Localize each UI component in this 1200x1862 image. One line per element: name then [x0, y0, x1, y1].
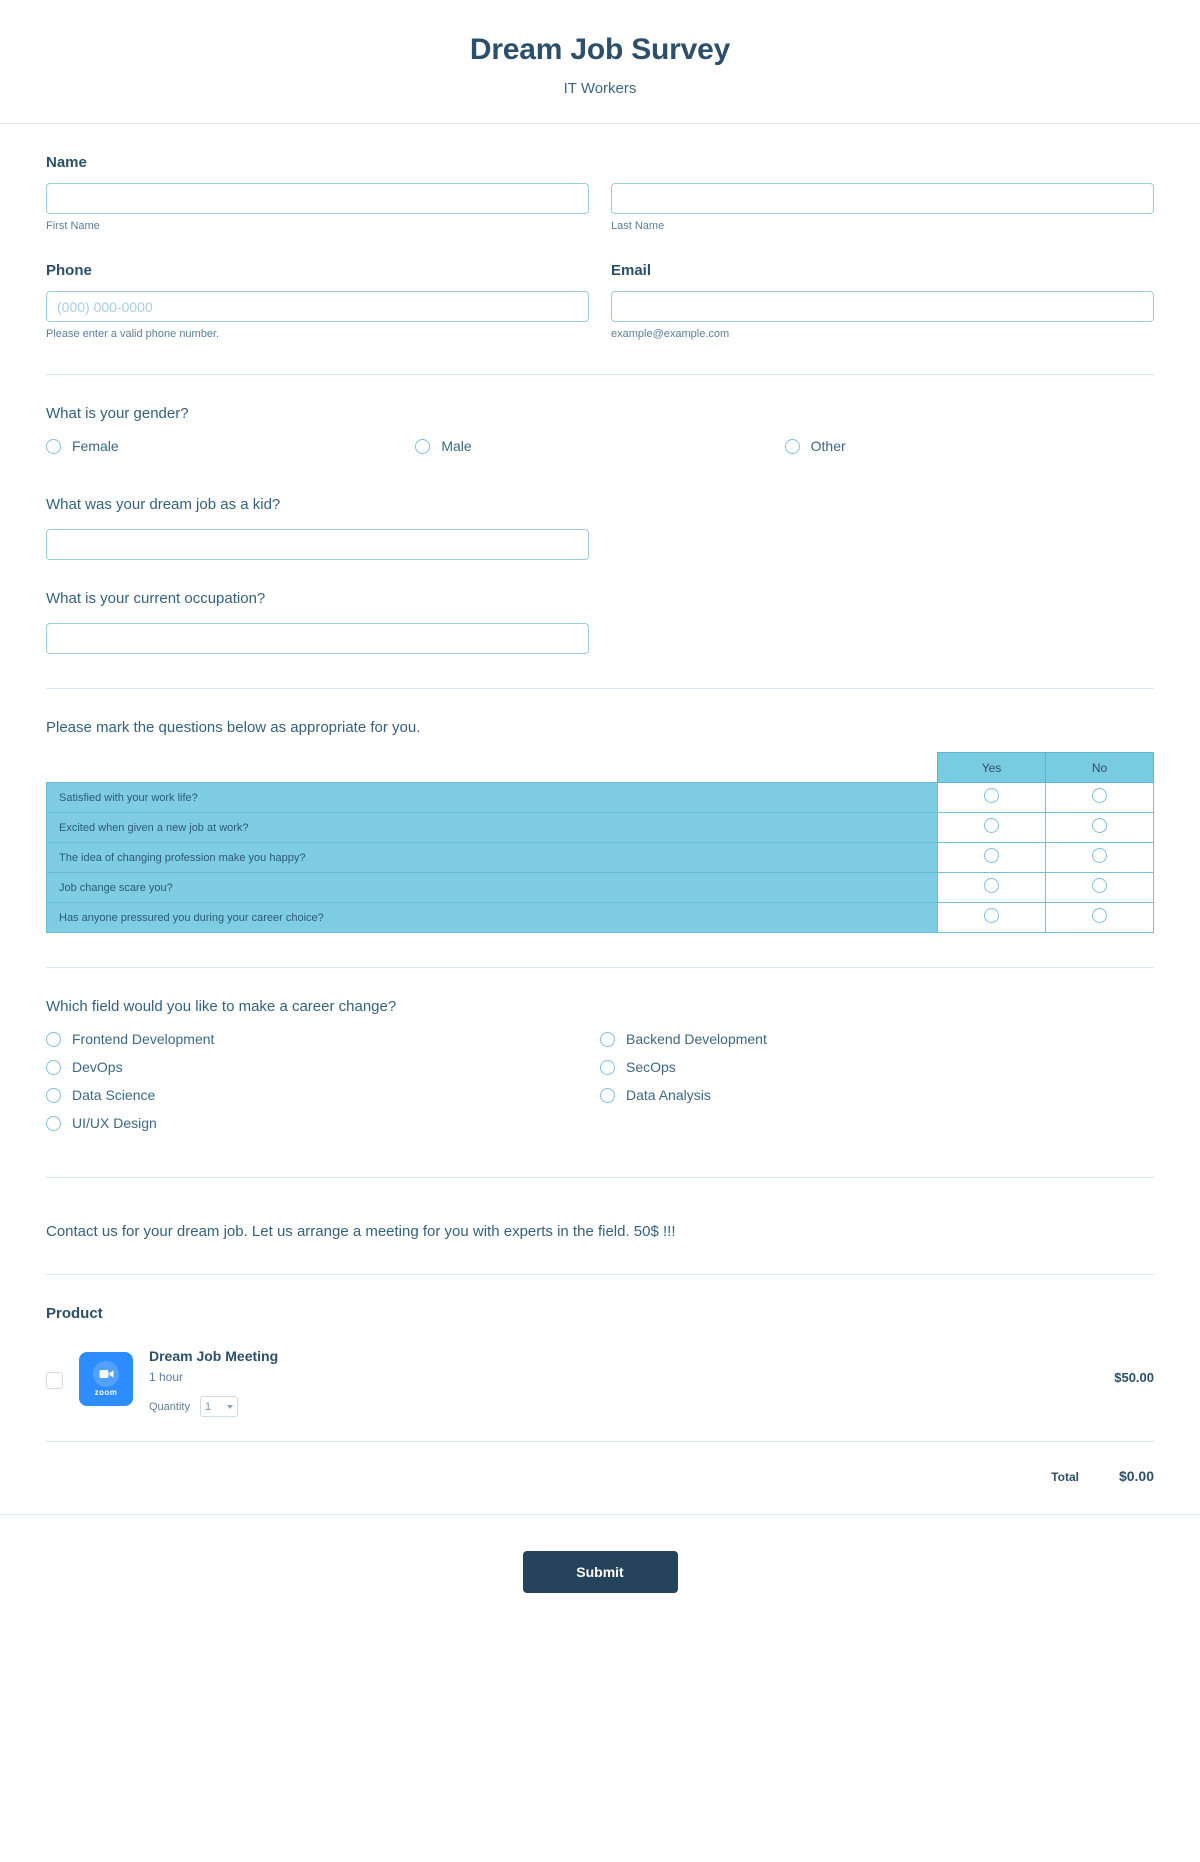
name-label: Name: [46, 154, 87, 171]
radio-icon[interactable]: [785, 439, 800, 454]
matrix-row-label: Excited when given a new job at work?: [47, 813, 938, 843]
occupation-input[interactable]: [46, 623, 589, 654]
matrix-header-yes: Yes: [938, 753, 1046, 783]
email-group: [611, 262, 1154, 340]
quantity-group: [149, 1396, 1098, 1417]
product-checkbox[interactable]: [46, 1372, 63, 1389]
career-option-label: Data Science: [72, 1087, 156, 1103]
form-body: [0, 124, 1200, 1484]
quantity-label: Quantity: [149, 1400, 190, 1413]
table-row: [47, 903, 1154, 933]
career-option-label: Backend Development: [626, 1031, 767, 1047]
radio-icon[interactable]: [1092, 788, 1107, 803]
contact-note-section: [46, 1178, 1154, 1240]
career-option-label: Data Analysis: [626, 1087, 711, 1103]
career-change-question: Which field would you like to make a career change?: [46, 998, 397, 1015]
email-input[interactable]: [611, 291, 1154, 322]
matrix-section: [46, 689, 1154, 933]
matrix-cell-no[interactable]: [1046, 843, 1154, 873]
phone-input[interactable]: [46, 291, 589, 322]
career-change-section: [46, 968, 1154, 1143]
radio-icon[interactable]: [600, 1032, 615, 1047]
dream-job-question: What was your dream job as a kid?: [46, 496, 281, 513]
radio-icon[interactable]: [984, 848, 999, 863]
matrix-header-row: [47, 753, 1154, 783]
product-row: [46, 1348, 1154, 1441]
first-name-input[interactable]: [46, 183, 589, 214]
career-option-secops[interactable]: [600, 1059, 1154, 1075]
matrix-table: [46, 752, 1154, 933]
radio-icon[interactable]: [1092, 878, 1107, 893]
phone-group: [46, 262, 589, 340]
form-footer: [0, 1514, 1200, 1633]
matrix-question: Please mark the questions below as appropriate for you.: [46, 719, 421, 736]
table-row: [47, 813, 1154, 843]
first-name-hint: First Name: [46, 220, 100, 232]
matrix-cell-yes[interactable]: [938, 873, 1046, 903]
radio-icon[interactable]: [984, 878, 999, 893]
radio-icon[interactable]: [600, 1088, 615, 1103]
product-thumbnail-label: zoom: [94, 1388, 118, 1397]
career-option-label: SecOps: [626, 1059, 676, 1075]
radio-icon[interactable]: [984, 908, 999, 923]
matrix-cell-yes[interactable]: [938, 813, 1046, 843]
career-option-data-science[interactable]: [46, 1087, 600, 1103]
chevron-down-icon: [227, 1405, 233, 1409]
career-option-frontend-development[interactable]: [46, 1031, 600, 1047]
total-row: [46, 1442, 1154, 1484]
matrix-header-no: No: [1046, 753, 1154, 783]
first-name-group: [46, 183, 589, 232]
career-change-right-column: [600, 1031, 1154, 1143]
email-hint: example@example.com: [611, 328, 730, 340]
product-description: 1 hour: [149, 1370, 184, 1384]
quantity-value: 1: [204, 1400, 212, 1413]
matrix-row-label: Job change scare you?: [47, 873, 938, 903]
product-name: Dream Job Meeting: [149, 1348, 279, 1364]
radio-icon[interactable]: [46, 1060, 61, 1075]
product-section: [46, 1275, 1154, 1484]
radio-icon[interactable]: [46, 1088, 61, 1103]
table-row: [47, 873, 1154, 903]
phone-label: Phone: [46, 262, 92, 279]
gender-question: What is your gender?: [46, 405, 189, 422]
product-thumbnail: [79, 1352, 133, 1406]
occupation-question: What is your current occupation?: [46, 590, 266, 607]
contact-section: [46, 232, 1154, 340]
career-option-label: Frontend Development: [72, 1031, 215, 1047]
matrix-cell-no[interactable]: [1046, 903, 1154, 933]
gender-option-male[interactable]: [415, 438, 784, 454]
career-change-options: [46, 1031, 1154, 1143]
matrix-cell-no[interactable]: [1046, 873, 1154, 903]
contact-note-text: Contact us for your dream job. Let us arrange a meeting for you with experts in the field. 50$ !!!: [46, 1223, 676, 1240]
career-option-backend-development[interactable]: [600, 1031, 1154, 1047]
matrix-header-blank: [47, 753, 938, 783]
page-title: Dream Job Survey: [469, 33, 731, 66]
last-name-hint: Last Name: [611, 220, 665, 232]
last-name-input[interactable]: [611, 183, 1154, 214]
matrix-cell-no[interactable]: [1046, 783, 1154, 813]
phone-hint: Please enter a valid phone number.: [46, 328, 220, 340]
quantity-select[interactable]: [200, 1396, 238, 1417]
gender-option-label: Other: [810, 438, 846, 454]
gender-section: [46, 375, 1154, 466]
gender-options: [46, 438, 1154, 466]
radio-icon[interactable]: [46, 439, 61, 454]
table-row: [47, 843, 1154, 873]
radio-icon[interactable]: [46, 1032, 61, 1047]
career-change-left-column: [46, 1031, 600, 1143]
submit-button[interactable]: Submit: [523, 1551, 678, 1593]
name-section: [46, 124, 1154, 232]
career-option-label: DevOps: [72, 1059, 123, 1075]
product-price: $50.00: [1114, 1370, 1154, 1385]
email-label: Email: [611, 262, 652, 279]
page-subtitle: IT Workers: [563, 80, 637, 97]
gender-option-female[interactable]: [46, 438, 415, 454]
matrix-cell-yes[interactable]: [938, 843, 1046, 873]
total-label: Total: [1051, 1470, 1079, 1484]
total-value: $0.00: [1118, 1468, 1154, 1484]
radio-icon[interactable]: [415, 439, 430, 454]
occupation-section: [46, 560, 1154, 654]
dream-job-input[interactable]: [46, 529, 589, 560]
gender-option-label: Female: [72, 438, 119, 454]
video-camera-icon: [93, 1361, 119, 1387]
product-heading: Product: [46, 1305, 103, 1322]
matrix-cell-yes[interactable]: [938, 783, 1046, 813]
career-option-devops[interactable]: [46, 1059, 600, 1075]
radio-icon[interactable]: [1092, 908, 1107, 923]
radio-icon[interactable]: [600, 1060, 615, 1075]
table-row: [47, 783, 1154, 813]
matrix-cell-no[interactable]: [1046, 813, 1154, 843]
gender-option-label: Male: [441, 438, 472, 454]
dream-job-section: [46, 466, 1154, 560]
last-name-group: [611, 183, 1154, 232]
form-header: [0, 0, 1200, 124]
matrix-row-label: The idea of changing profession make you happy?: [47, 843, 938, 873]
radio-icon[interactable]: [984, 818, 999, 833]
radio-icon[interactable]: [46, 1116, 61, 1131]
product-info: [149, 1348, 1098, 1417]
radio-icon[interactable]: [1092, 818, 1107, 833]
gender-option-other[interactable]: [785, 438, 1154, 454]
radio-icon[interactable]: [984, 788, 999, 803]
career-option-ui-ux-design[interactable]: [46, 1115, 600, 1131]
career-option-data-analysis[interactable]: [600, 1087, 1154, 1103]
matrix-row-label: Satisfied with your work life?: [47, 783, 938, 813]
career-option-label: UI/UX Design: [72, 1115, 157, 1131]
matrix-row-label: Has anyone pressured you during your career choice?: [47, 903, 938, 933]
matrix-cell-yes[interactable]: [938, 903, 1046, 933]
radio-icon[interactable]: [1092, 848, 1107, 863]
